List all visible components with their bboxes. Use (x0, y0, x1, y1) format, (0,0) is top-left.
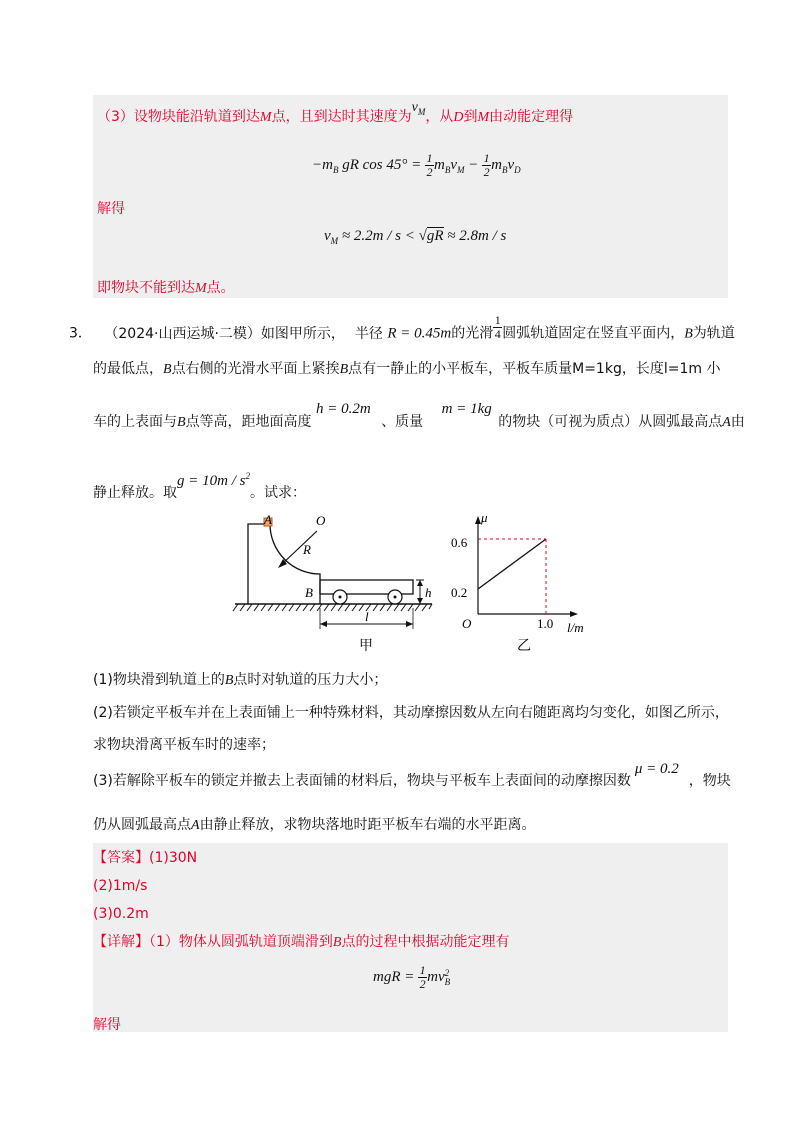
half-num-b: 1 (483, 151, 490, 165)
tick-label-02: 0.2 (451, 585, 468, 600)
quarter-den: 4 (494, 327, 501, 341)
label-R: R (303, 542, 311, 557)
label-h: h (425, 585, 432, 600)
eq1-v3: v (507, 156, 515, 173)
detail-B: B (332, 935, 342, 950)
line1-text-e: 为轨道 (692, 325, 735, 342)
line3-text-d: 的物块（可视为质点）从圆弧最高点 (498, 414, 723, 430)
line2-length: l=1m (663, 361, 703, 377)
jiede-label-1: 解得 (97, 201, 125, 217)
mu-series-line (478, 539, 546, 589)
q3-A: A (191, 818, 200, 833)
solution-intro-line (97, 100, 574, 132)
eq1-sub2: M (457, 164, 465, 175)
sqrt-sign: √ (418, 228, 427, 244)
eq1-m2: m (434, 156, 445, 173)
answer-1: (1)30N (149, 850, 198, 866)
label-l: l (365, 609, 369, 624)
figure-jia (233, 512, 432, 654)
caption-jia: 甲 (359, 639, 373, 654)
problem-line-4 (93, 471, 306, 503)
intro-text-2: 点，且到达时其速度为 (271, 109, 412, 125)
q1-text-b: 点时对轨道的压力大小； (233, 672, 388, 688)
caption-yi: 乙 (517, 639, 531, 654)
problem-number: 3． (69, 325, 92, 342)
energy-equation-1 (312, 152, 521, 179)
intro-D: D (453, 110, 464, 125)
axis-label-x: l/m (567, 620, 584, 635)
eq3-left: mgR = (373, 968, 415, 985)
line4-text-b: 。试求： (249, 485, 306, 501)
detail-text-a: （1）物体从圆弧轨道顶端滑到 (149, 934, 333, 950)
half-den-b: 2 (483, 165, 490, 179)
line3-text-b: 点等高，距地面高度 (185, 414, 312, 430)
eq1-B1: B (332, 164, 339, 175)
q3-text-d: 由静止释放，求物块落地时距平板车右端的水平距离。 (199, 817, 536, 833)
radius-line (280, 531, 317, 566)
q3-text-b: ，物块 (688, 773, 731, 789)
eq1-minus: − (468, 156, 479, 173)
problem-figure (0, 504, 800, 664)
eq1-half-a (425, 152, 434, 179)
eq1-mid: gR cos 45° = (342, 156, 422, 173)
eq2-sub: M (330, 236, 339, 246)
eq1-m3: m (491, 156, 502, 173)
vM-symbol (412, 100, 426, 115)
ground-hatch (233, 604, 432, 611)
mu-equation: μ = 0.2 (634, 761, 679, 777)
eq2-rest2: ≈ 2.8m / s (447, 228, 507, 244)
line2-B2: B (339, 362, 349, 377)
problem-source: （2024·山西运城·二模）如图甲所示， (104, 325, 345, 342)
jiede-label-2: 解得 (93, 1017, 121, 1033)
question-1 (93, 670, 387, 691)
eq3-mv: mv (427, 968, 445, 985)
eq3-script (445, 969, 451, 987)
answer-2: (2)1m/s (93, 878, 148, 894)
question-2-line-2: 求物块滑离平板车时的速率； (93, 737, 275, 753)
line2-text-c: 点有一静止的小平板车，平板车质量 (348, 361, 573, 377)
q3-text-c: 仍从圆弧最高点 (93, 817, 191, 833)
tick-label-06: 0.6 (451, 535, 468, 550)
radius-equation: R = 0.45m (387, 325, 452, 342)
height-equation: h = 0.2m (316, 401, 371, 417)
gravity-equation (177, 473, 250, 489)
label-B: B (305, 585, 313, 600)
intro-M2: M (477, 110, 490, 125)
line3-text-c: 、质量 (381, 414, 424, 430)
mass-equation: m = 1kg (441, 401, 492, 417)
eq2-sqrt: gR (426, 228, 444, 244)
eq3-sub: B (444, 976, 451, 987)
line3-text-e: 由 (730, 414, 745, 430)
q1-B: B (224, 673, 234, 688)
g-sup: 2 (245, 471, 250, 481)
line2-text-d: ，长度 (621, 361, 664, 377)
quarter-fraction (493, 314, 502, 341)
label-O: O (316, 513, 326, 528)
g-value: g = 10m / s (177, 473, 246, 489)
label-A: A (264, 512, 272, 527)
figure-yi-chart (451, 510, 584, 654)
question-3-line-1 (93, 761, 731, 791)
eq1-B2: B (444, 164, 451, 175)
detail-line-1 (93, 932, 509, 953)
problem-line-2 (93, 359, 720, 380)
question-3-line-2 (93, 815, 536, 836)
energy-equation-2 (373, 964, 450, 991)
eq1-sub3: D (514, 164, 521, 175)
answer-label: 【答案】 (93, 850, 149, 866)
detail-label: 【详解】 (93, 934, 149, 950)
line2-text-e: 小 (706, 361, 721, 377)
intro-text-3: ，从 (425, 109, 454, 125)
origin-label: O (462, 616, 472, 631)
detail-text-b: 点的过程中根据动能定理有 (341, 934, 510, 950)
intro-text-1: （3）设物块能沿轨道到达 (97, 109, 260, 125)
intro-M: M (259, 110, 272, 125)
eq1-B3: B (501, 164, 508, 175)
half-den: 2 (426, 165, 433, 179)
line2-text-b: 点右侧的光滑水平面上紧挨 (171, 361, 340, 377)
line1-text-c: 的光滑 (451, 325, 494, 342)
eq3-sup: 2 (444, 967, 450, 978)
velocity-inequality (324, 228, 506, 246)
eq1-v2: v (450, 156, 458, 173)
line2-text-a: 的最低点， (93, 361, 163, 377)
eq3-half-den: 2 (419, 977, 426, 991)
half-num: 1 (426, 151, 433, 165)
eq1-left: −m (312, 156, 333, 173)
line2-mass: M=1kg (572, 361, 622, 377)
line1-B: B (684, 326, 693, 342)
conclusion-text-2: 点。 (206, 280, 235, 296)
q1-text-a: (1)物块滑到轨道上的 (93, 672, 225, 688)
axis-label-mu: μ (481, 510, 488, 525)
conclusion-text-1: 即物块不能到达 (97, 280, 195, 296)
line2-B: B (163, 362, 172, 377)
question-2-line-1: (2)若锁定平板车并在上表面铺上一种特殊材料，其动摩擦因数从左向右随距离均匀变化，如图乙所示， (93, 705, 729, 721)
conclusion-line (97, 278, 235, 299)
eq3-half (418, 964, 427, 991)
tick-label-10: 1.0 (537, 616, 554, 631)
line3-A: A (722, 415, 731, 430)
line1-text-b: 半径 (354, 325, 383, 342)
eq2-v: v (324, 228, 331, 244)
line3-B: B (177, 415, 186, 430)
eq2-rest1: ≈ 2.2m / s < (341, 228, 415, 244)
line4-text-a: 静止释放。取 (93, 485, 177, 501)
conclusion-M: M (195, 281, 207, 296)
intro-text-4: 到 (463, 109, 478, 125)
eq3-half-num: 1 (419, 963, 426, 977)
eq1-half-b (482, 152, 491, 179)
answer-3: (3)0.2m (93, 906, 149, 922)
quarter-num: 1 (494, 313, 501, 327)
line1-text-d: 圆弧轨道固定在竖直平面内， (502, 325, 685, 342)
intro-text-5: 由动能定理得 (489, 109, 574, 125)
q3-text-a: (3)若解除平板车的锁定并撤去上表面铺的材料后，物块与平板车上表面间的动摩擦因数 (93, 773, 631, 789)
vM-sub: M (417, 106, 426, 117)
answer-line-1 (93, 848, 197, 868)
problem-line-1 (69, 313, 735, 347)
vM-v: v (411, 100, 418, 115)
line3-text-a: 车的上表面与 (93, 414, 177, 430)
problem-line-3 (93, 401, 745, 433)
